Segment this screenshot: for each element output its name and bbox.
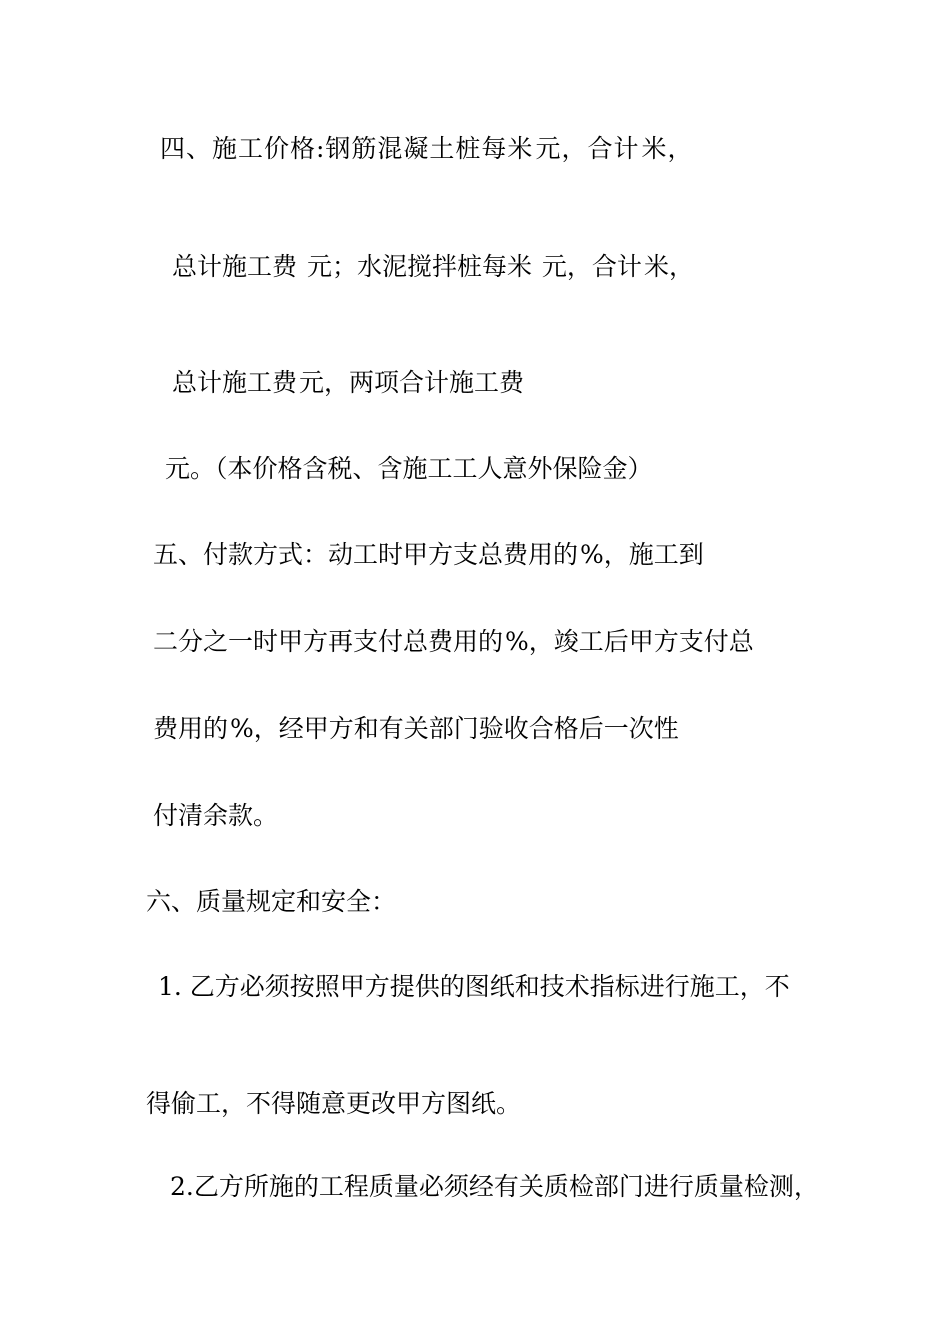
section4-line3 — [172, 366, 526, 400]
price-clause-text: 米， — [641, 134, 694, 163]
quality-clause-text: 2.乙方所施的工程质量必须经有关质检部门进行质量检测， — [170, 1172, 819, 1201]
section6-item1-line1 — [158, 970, 790, 1004]
payment-clause-text: %，经甲方和有关部门验收合格后一次性 — [230, 714, 679, 743]
price-clause-text: 元；水泥搅拌桩每米 — [299, 252, 540, 281]
payment-clause-text: 二分之一时甲方再支付总费用的 — [153, 627, 504, 656]
quality-clause-text: 1. 乙方必须按照甲方提供的图纸和技术指标进行施工，不 — [158, 972, 790, 1001]
payment-clause-text: 费用的 — [153, 714, 229, 743]
payment-clause-text: %，竣工后甲方支付总 — [505, 627, 754, 656]
price-clause-text: 元，合计 — [541, 252, 642, 281]
section4-line4 — [163, 452, 653, 486]
section4-line1 — [160, 132, 693, 166]
section5-line2 — [153, 625, 754, 659]
section5-line4 — [153, 799, 278, 833]
section-heading: 六、质量规定和安全： — [146, 887, 397, 916]
section5-line3 — [153, 712, 679, 746]
payment-clause-text: 付清余款。 — [153, 801, 279, 830]
price-clause-text: 元，合计 — [535, 134, 640, 163]
payment-clause-text: 五、付款方式：动工时甲方支总费用的 — [153, 540, 579, 569]
price-clause-text: 米， — [643, 252, 694, 281]
price-clause-text: 总计施工费 — [172, 368, 298, 397]
price-clause-text: 元。（本价格含税、含施工工人意外保险金） — [165, 454, 653, 483]
price-clause-text: 四、施工价格:钢筋混凝土桩每米 — [160, 134, 534, 163]
section6-item2-line1 — [170, 1170, 819, 1204]
section6-heading — [146, 885, 396, 919]
price-clause-text: 总计施工费 — [172, 252, 298, 281]
payment-clause-text: %，施工到 — [580, 540, 704, 569]
section6-item1-line2 — [146, 1087, 521, 1121]
section4-line2 — [172, 250, 694, 284]
quality-clause-text: 得偷工，不得随意更改甲方图纸。 — [146, 1089, 522, 1118]
section5-line1 — [153, 538, 704, 572]
price-clause-text: 元，两项合计施工费 — [299, 368, 525, 397]
